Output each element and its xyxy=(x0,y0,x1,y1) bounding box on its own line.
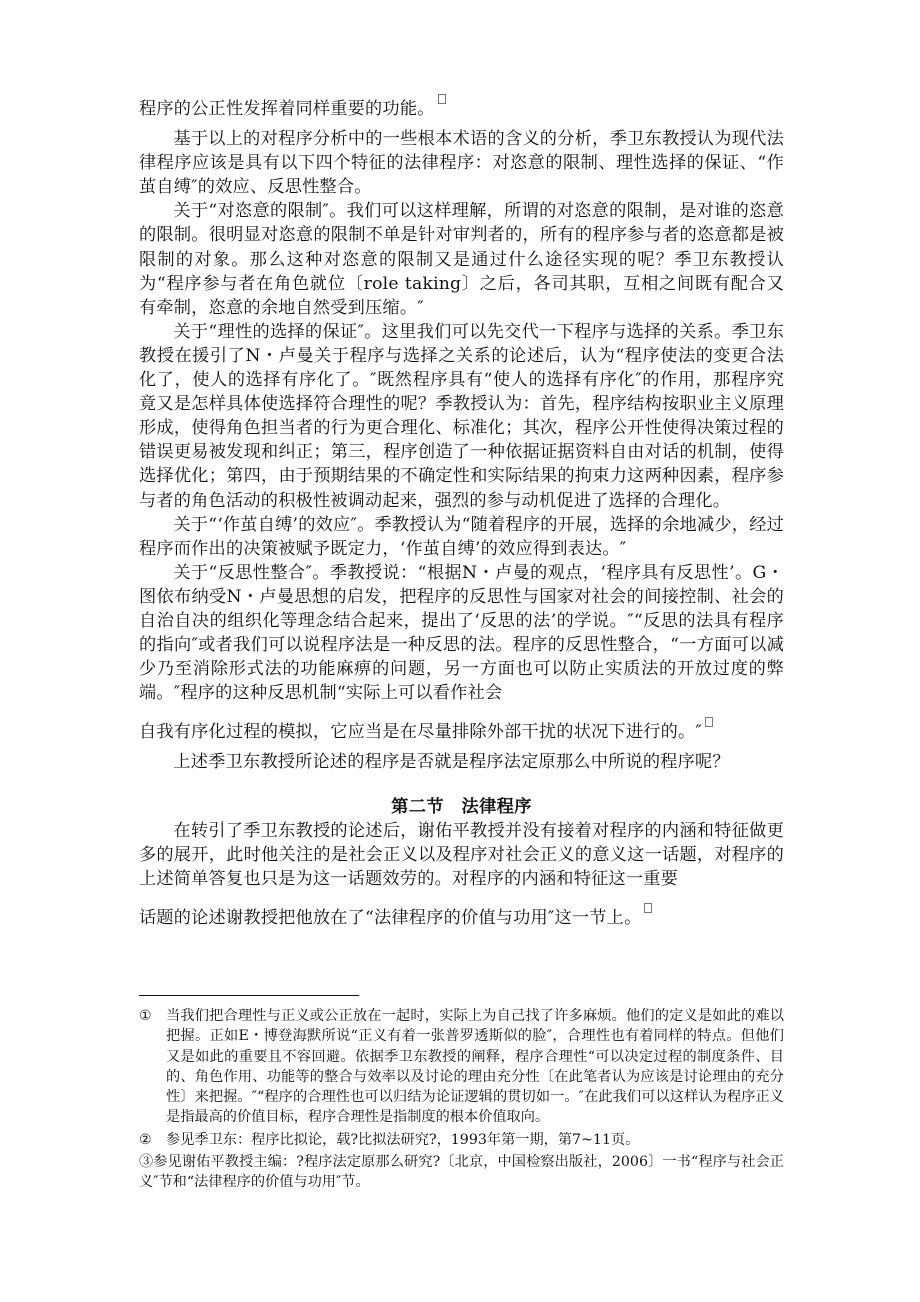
footnote-mark: ① xyxy=(139,1008,152,1024)
footnote-ref-icon xyxy=(705,717,713,727)
footnote-item xyxy=(139,1006,784,1128)
footnote-item xyxy=(139,1152,784,1193)
footnote-item xyxy=(139,1130,784,1150)
paragraph: 关于“对恣意的限制″。我们可以这样理解，所谓的对恣意的限制，是对谁的恣意的限制。很明显对恣意的限制不单是针对审判者的，所有的程序参与者的恣意都是被限制的对象。那么这种对恣意的限制又是通过什么途径实现的呢？季卫东教授认为“程序参与者在角色就位〔role taking〕之后，各司其职，互相之间既有配合又有牵制，恣意的余地自然受到压缩。″ xyxy=(139,201,784,318)
footnote-mark: ③ xyxy=(139,1154,154,1171)
footnote-text: 当我们把合理性与正义或公正放在一起时，实际上为自己找了许多麻烦。他们的定义是如此的难以把握。正如E・博登海默所说“正义有着一张普罗透斯似的脸″，合理性也有着同样的特点。但他们又是如此的重要且不容回避。依据季卫东教授的阐释，程序合理性“可以决定过程的制度条件、目的、角色作用、功能等的整合与效率以及讨论的理由充分性〔在此笔者认为应该是讨论理由的充分性〕来把握。″“程序的合理性也可以归结为论证逻辑的贯切如一。″在此我们可以这样认为程序正义是指最高的价值目标，程序合理性是指制度的根本价值取向。 xyxy=(166,1008,784,1126)
paragraph: 关于“‘作茧自缚’的效应″。季教授认为“随着程序的开展，选择的余地减少，经过程序而作出的决策被赋予既定力，‘作茧自缚’的效应得到表达。″ xyxy=(139,514,784,559)
paragraph: 在转引了季卫东教授的论述后，谢佑平教授并没有接着对程序的内涵和特征做更多的展开，此时他关注的是社会正义以及程序对社会正义的意义这一话题，对程序的上述简单答复也只是为这一话题效劳的。对程序的内涵和特征这一重要 xyxy=(139,820,784,889)
main-body xyxy=(139,94,784,930)
paragraph: 基于以上的对程序分析中的一些根本术语的含义的分析，季卫东教授认为现代法律程序应该是具有以下四个特征的法律程序：对恣意的限制、理性选择的保证、“作茧自缚″的效应、反思性整合。 xyxy=(139,129,784,198)
paragraph-continuation xyxy=(139,903,784,930)
paragraph: 上述季卫东教授所论述的程序是否就是程序法定原那么中所说的程序呢？ xyxy=(173,752,730,773)
paragraph: 关于“理性的选择的保证″。这里我们可以先交代一下程序与选择的关系。季卫东教授在援引了N・卢曼关于程序与选择之关系的论述后，认为“程序使法的变更合法化了，使人的选择有序化了。″既然程序具有“使人的选择有序化″的作用，那程序究竟又是怎样具体使选择符合理性的呢？季教授认为：首先，程序结构按职业主义原理形成，使得角色担当者的行为更合理化、标准化；其次，程序公开性使得决策过程的错误更易被发现和纠正；第三，程序创造了一种依据证据资料自由对话的机制，使得选择优化；第四，由于预期结果的不确定性和实际结果的拘束力这两种因素，程序参与者的角色活动的积极性被调动起来，强烈的参与动机促进了选择的合理化。 xyxy=(139,321,784,511)
paragraph-text: 自我有序化过程的模拟，它应当是在尽量排除外部干扰的状况下进行的。″ xyxy=(139,722,703,743)
footnote-ref-icon xyxy=(438,94,446,104)
paragraph xyxy=(139,94,784,121)
footnote-mark: ② xyxy=(139,1131,152,1148)
footnote-text: 参见季卫东：程序比拟论，载?比拟法研究?，1993年第一期，第7~11页。 xyxy=(166,1131,640,1148)
footnotes xyxy=(139,1006,784,1193)
footnote-ref-icon xyxy=(644,903,652,913)
paragraph-text: 话题的论述谢教授把他放在了“法律程序的价值与功用″这一节上。 xyxy=(139,907,642,928)
footnote-text: 参见谢佑平教授主编：?程序法定原那么研究?〔北京，中国检察出版社，2006〕一书“程序与社会正义″节和“法律程序的价值与功用″节。 xyxy=(139,1154,784,1191)
footnote-divider xyxy=(139,995,359,996)
paragraph: 关于“反思性整合″。季教授说：“根据N・卢曼的观点，‘程序具有反思性’。G・图依布纳受N・卢曼思想的启发，把程序的反思性与国家对社会的间接控制、社会的自治自决的组织化等理念结合起来，提出了‘反思的法’的学说。″“反思的法具有程序的指向″或者我们可以说程序法是一种反思的法。程序的反思性整合，“一方面可以减少乃至消除形式法的功能麻痹的问题，另一方面也可以防止实质法的开放过度的弊端。″程序的这种反思机制“实际上可以看作社会 xyxy=(139,562,784,704)
section-title: 第二节 法律程序 xyxy=(391,796,532,817)
paragraph-continuation xyxy=(139,717,784,744)
paragraph-text: 程序的公正性发挥着同样重要的功能。 xyxy=(139,99,435,119)
